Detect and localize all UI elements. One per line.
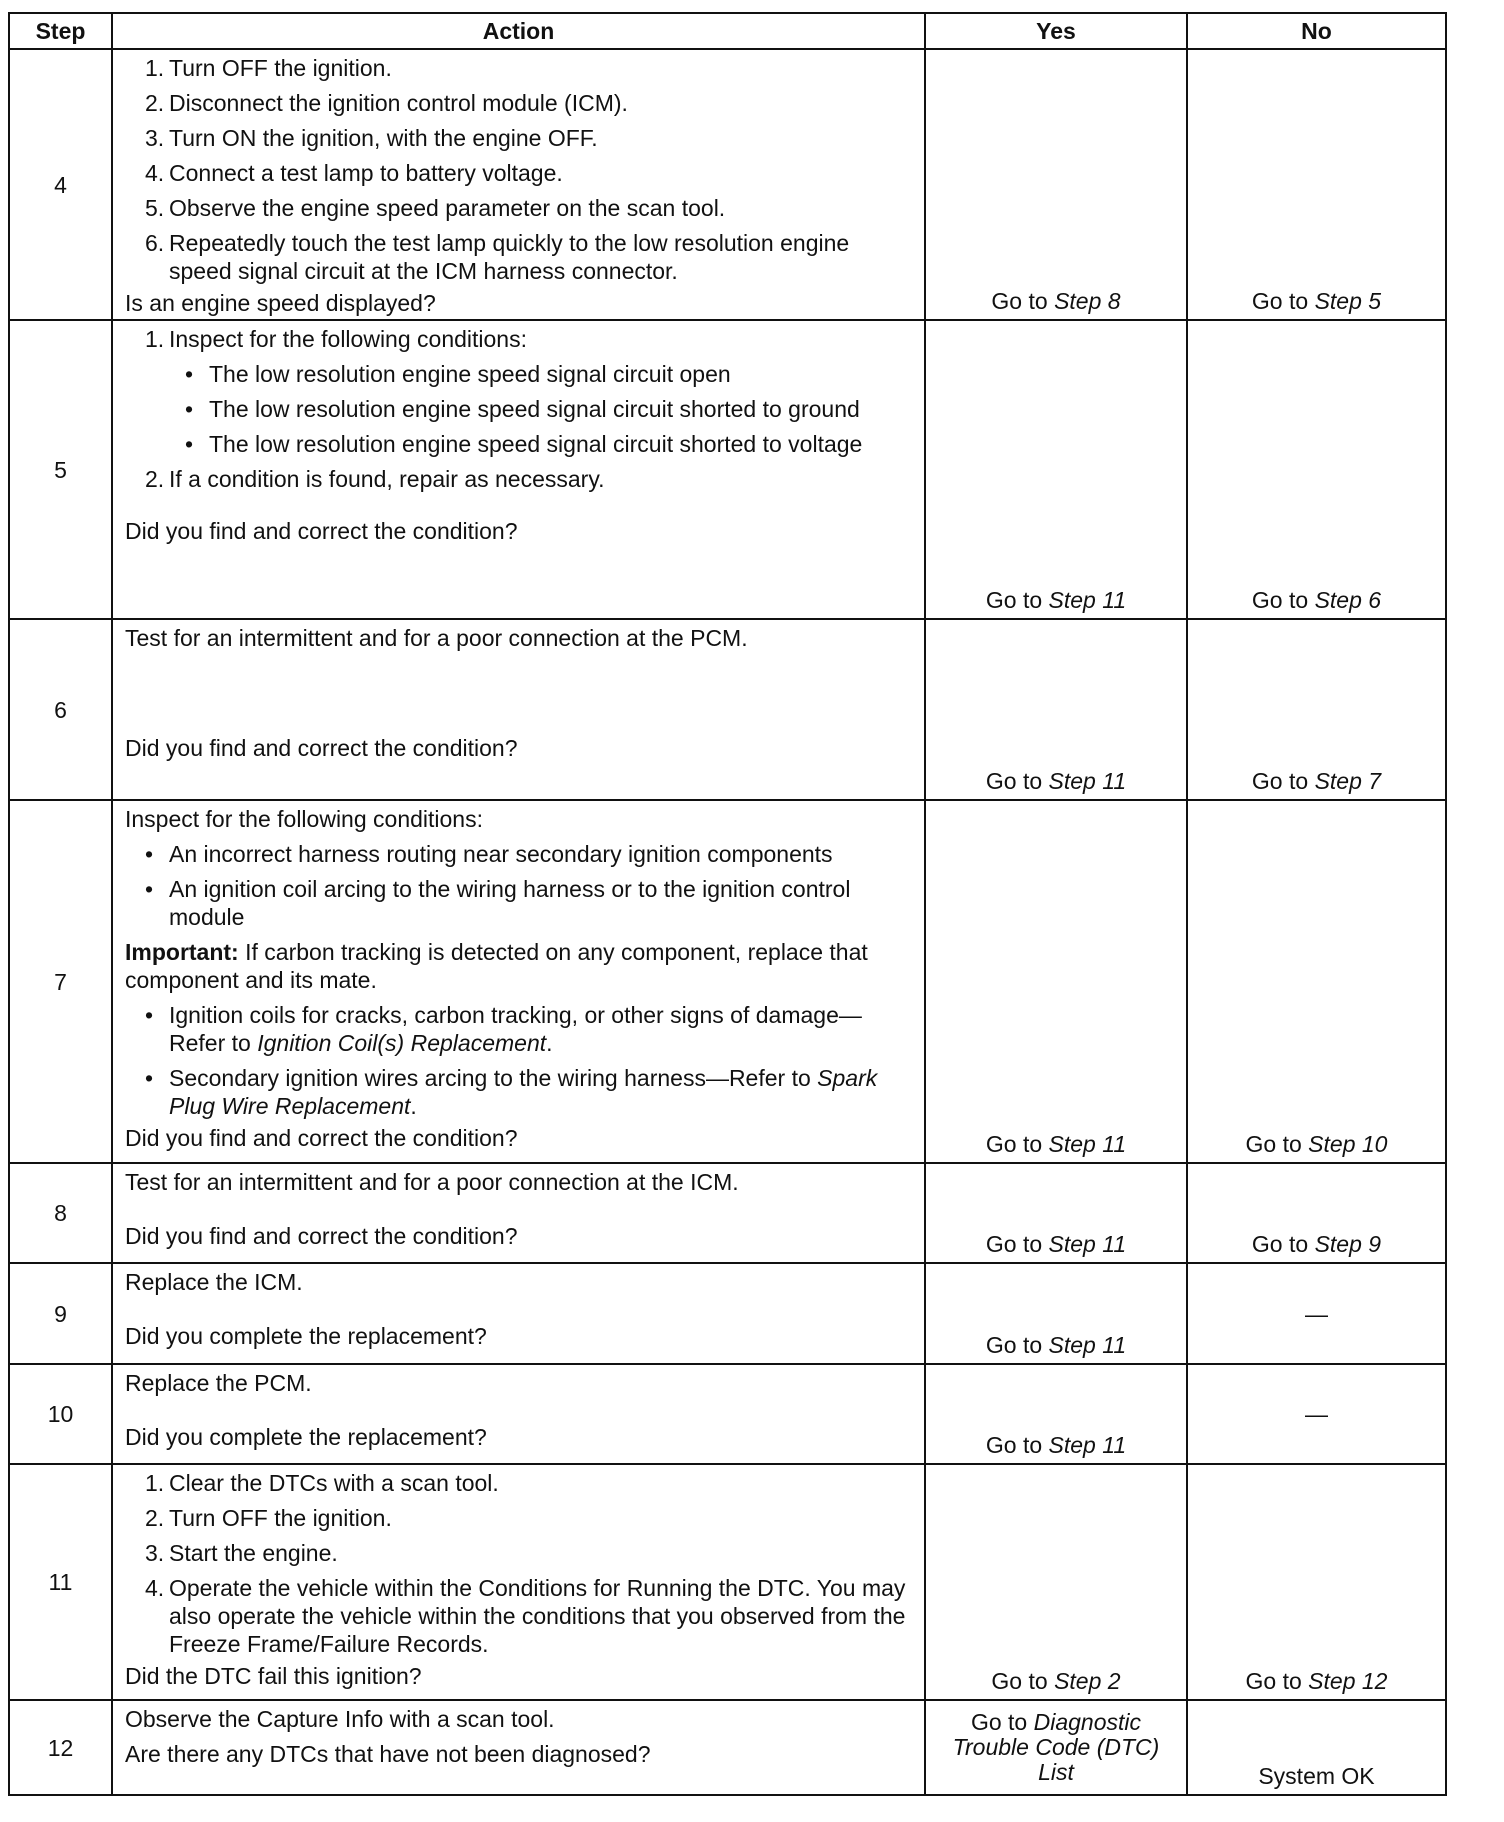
header-row [9,13,1446,49]
numbered-list [125,1469,914,1658]
table-row-step-12 [9,1700,1446,1795]
step-ref: Step 11 [1048,1432,1127,1458]
step-ref: Step 11 [1048,768,1127,794]
yes-cell: Go to Diagnostic Trouble Code (DTC) List [925,1700,1187,1795]
step-number: 6 [9,619,112,800]
step-ref: Step 11 [1048,1131,1127,1157]
question: Did the DTC fail this ignition? [125,1663,422,1689]
list-item: 2. Turn OFF the ignition. [145,1505,392,1531]
yes-cell: Go to Step 11 [925,619,1187,800]
header-no: No [1187,13,1446,49]
list-item: 5. Observe the engine speed parameter on the scan tool. [145,195,726,221]
list-item: • Ignition coils for cracks, carbon tracking, or other signs of damage—Refer to Ignition Coil(s) Replacement. [145,1002,862,1056]
bullet-list [125,1001,914,1120]
step-number: 7 [9,800,112,1163]
list-item: • The low resolution engine speed signal circuit shorted to ground [185,396,860,422]
step-ref: Step 11 [1048,1231,1127,1257]
list-item: 3. Turn ON the ignition, with the engine OFF. [145,125,598,151]
yes-cell: Go to Step 11 [925,1163,1187,1263]
table-row-step-6 [9,619,1446,800]
action-text: Replace the ICM. [125,1269,303,1295]
action-cell [112,619,925,800]
action-cell [112,320,925,619]
list-item: • An ignition coil arcing to the wiring harness or to the ignition control module [145,876,851,930]
yes-cell: Go to Step 11 [925,1364,1187,1464]
yes-cell: Go to Step 2 [925,1464,1187,1700]
question: Did you find and correct the condition? [125,1223,518,1249]
action-cell [112,1163,925,1263]
procedure-link[interactable]: Spark Plug Wire Replacement [169,1065,878,1119]
action-cell [112,49,925,320]
step-number: 4 [9,49,112,320]
list-item: 2. Disconnect the ignition control module (ICM). [145,90,628,116]
action-text: Test for an intermittent and for a poor connection at the PCM. [125,625,748,651]
list-item: • The low resolution engine speed signal circuit shorted to voltage [185,431,863,457]
action-text: Replace the PCM. [125,1370,312,1396]
step-ref: Step 6 [1314,587,1382,613]
header-action: Action [112,13,925,49]
bullet-list [125,840,914,931]
important-note: Important: If carbon tracking is detected on any component, replace that component and its mate. [125,939,868,993]
step-ref: Step 12 [1308,1668,1388,1694]
step-number: 11 [9,1464,112,1700]
list-item: 1. Clear the DTCs with a scan tool. [145,1470,499,1496]
table-row-step-5 [9,320,1446,619]
list-item: 4. Operate the vehicle within the Conditions for Running the DTC. You may also operate the vehicle within the conditions that you observed from the Freeze Frame/Failure Records. [145,1575,906,1657]
list-item: • The low resolution engine speed signal circuit open [185,361,731,387]
no-cell: Go to Step 12 [1187,1464,1446,1700]
list-item: 3. Start the engine. [145,1540,338,1566]
numbered-list [125,465,914,493]
no-cell: — [1187,1263,1446,1364]
no-cell: System OK [1187,1700,1446,1795]
numbered-list [125,325,914,353]
list-item: • Secondary ignition wires arcing to the wiring harness—Refer to Spark Plug Wire Replacement. [145,1065,878,1119]
list-item: 2. If a condition is found, repair as necessary. [145,466,605,492]
step-ref: Diagnostic Trouble Code (DTC) List [952,1709,1160,1785]
list-item: 1. Inspect for the following conditions: [145,326,527,352]
step-ref: Step 8 [1054,288,1121,314]
action-text: Observe the Capture Info with a scan tool. [125,1706,555,1732]
no-cell: Go to Step 5 [1187,49,1446,320]
header-yes: Yes [925,13,1187,49]
step-number: 8 [9,1163,112,1263]
action-text: Test for an intermittent and for a poor connection at the ICM. [125,1169,739,1195]
question: Are there any DTCs that have not been diagnosed? [125,1741,651,1767]
bullet-list [125,360,914,458]
table-row-step-4 [9,49,1446,320]
step-number: 9 [9,1263,112,1364]
numbered-list [125,54,914,285]
no-cell: Go to Step 6 [1187,320,1446,619]
action-text: Inspect for the following conditions: [125,806,483,832]
yes-cell: Go to Step 11 [925,800,1187,1163]
no-cell: Go to Step 7 [1187,619,1446,800]
table-row-step-7 [9,800,1446,1163]
yes-cell: Go to Step 11 [925,320,1187,619]
step-ref: Step 9 [1314,1231,1382,1257]
list-item: 6. Repeatedly touch the test lamp quickly to the low resolution engine speed signal circuit at the ICM harness connector. [145,230,850,284]
list-item: 1. Turn OFF the ignition. [145,55,392,81]
table-row-step-9 [9,1263,1446,1364]
list-item: 4. Connect a test lamp to battery voltage. [145,160,563,186]
step-ref: Step 7 [1314,768,1382,794]
step-number: 5 [9,320,112,619]
question: Did you find and correct the condition? [125,1125,518,1151]
no-cell: Go to Step 10 [1187,800,1446,1163]
question: Did you complete the replacement? [125,1424,487,1450]
no-cell: Go to Step 9 [1187,1163,1446,1263]
step-ref: Step 10 [1308,1131,1388,1157]
step-number: 10 [9,1364,112,1464]
step-ref: Step 11 [1048,587,1127,613]
step-number: 12 [9,1700,112,1795]
action-cell [112,1700,925,1795]
list-item: • An incorrect harness routing near secondary ignition components [145,841,833,867]
action-cell [112,1464,925,1700]
question: Did you complete the replacement? [125,1323,487,1349]
yes-cell: Go to Step 8 [925,49,1187,320]
diagnostic-table [8,12,1447,1796]
action-cell [112,1364,925,1464]
action-cell [112,800,925,1163]
header-step: Step [9,13,112,49]
table-row-step-11 [9,1464,1446,1700]
question: Is an engine speed displayed? [125,290,436,316]
step-ref: Step 11 [1048,1332,1127,1358]
step-ref: Step 2 [1054,1668,1121,1694]
step-ref: Step 5 [1314,288,1382,314]
table-row-step-10 [9,1364,1446,1464]
procedure-link[interactable]: Ignition Coil(s) Replacement [257,1030,547,1056]
question: Did you find and correct the condition? [125,735,518,761]
yes-cell: Go to Step 11 [925,1263,1187,1364]
question: Did you find and correct the condition? [125,518,518,544]
no-cell: — [1187,1364,1446,1464]
action-cell [112,1263,925,1364]
table-row-step-8 [9,1163,1446,1263]
